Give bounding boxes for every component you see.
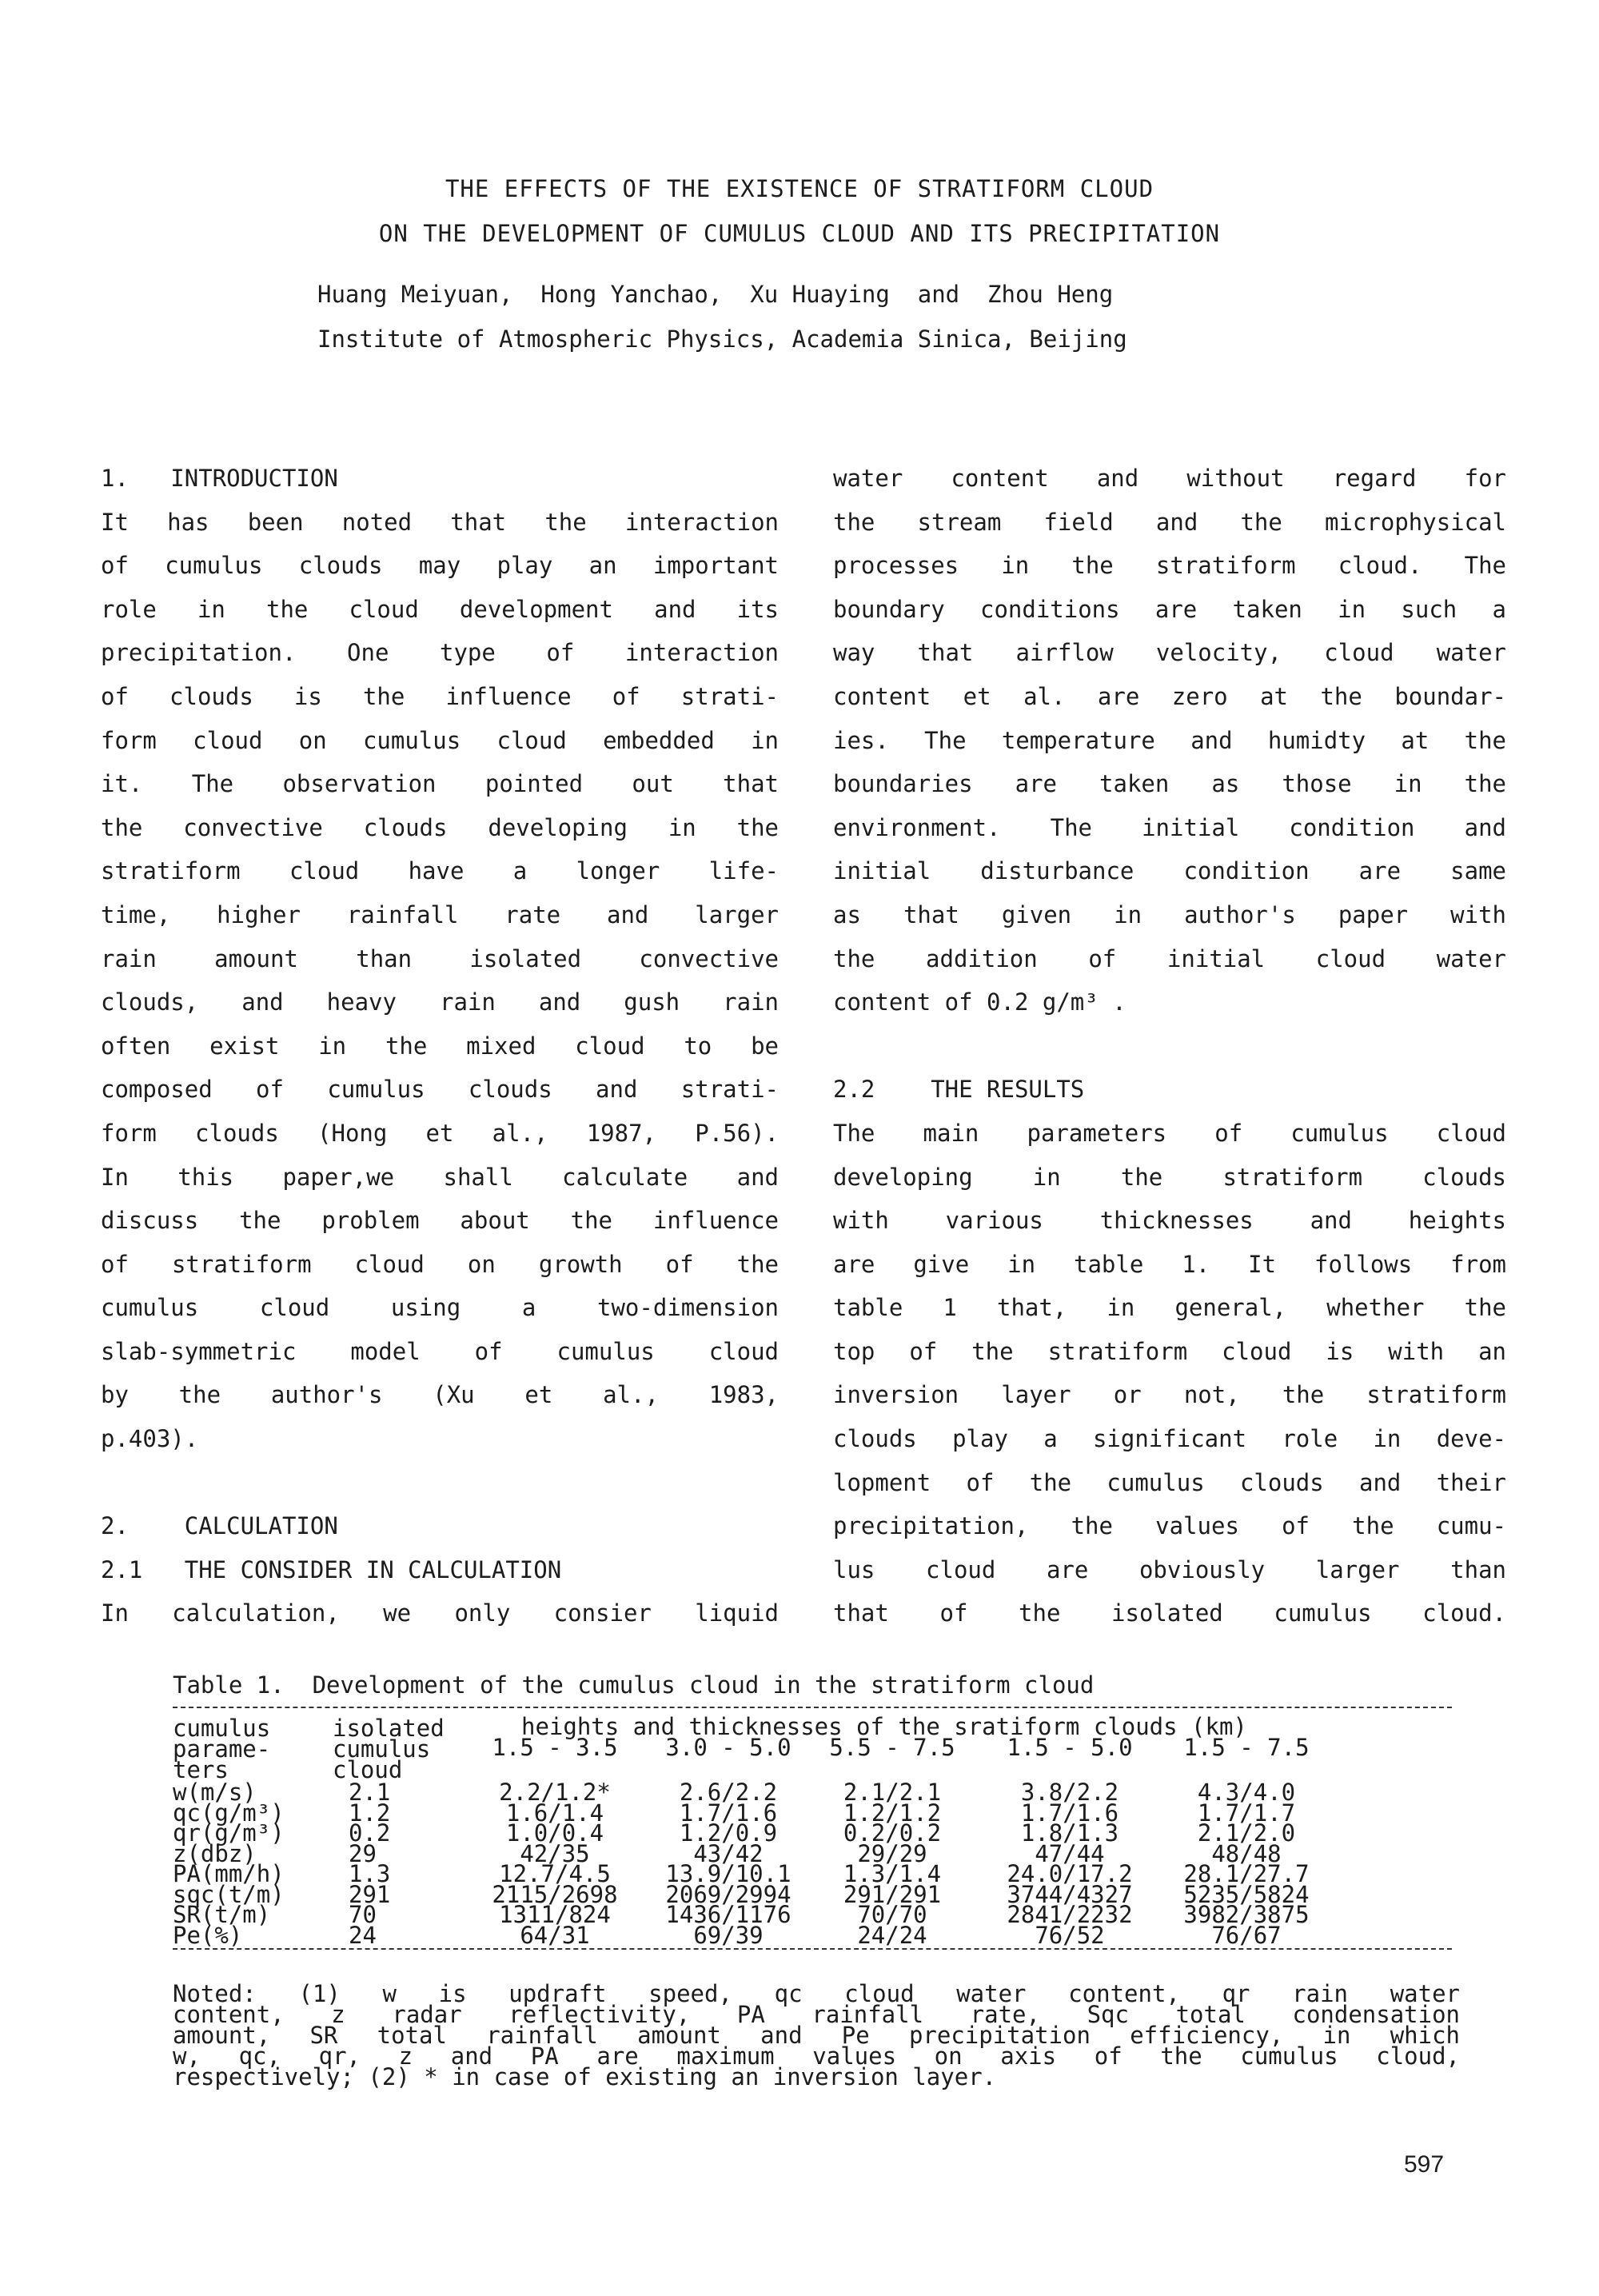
text-line: of stratiform cloud on growth of the — [101, 1250, 779, 1278]
table-cell: 0.2/0.2 — [843, 1819, 942, 1847]
text-line: by the author's (Xu et al., 1983, — [101, 1381, 779, 1409]
text-line: often exist in the mixed cloud to be — [101, 1032, 779, 1060]
text-line: lus cloud are obviously larger than — [833, 1555, 1506, 1583]
text-line: initial disturbance condition are same — [833, 857, 1506, 885]
column-header-parameter: cumulus — [173, 1715, 271, 1742]
table-cell: 2069/2994 — [665, 1880, 792, 1908]
calculation-paragraph-continued — [833, 457, 1506, 1024]
title-line-2: ON THE DEVELOPMENT OF CUMULUS CLOUD AND ITS PRECIPITATION — [378, 220, 1221, 247]
note-line: w, qc, qr, z and PA are maximum values on axis of the cumulus cloud, — [173, 2042, 1460, 2070]
table-cell-isolated: 1.2 — [349, 1799, 391, 1827]
text-line: top of the stratiform cloud is with an — [833, 1337, 1506, 1365]
text-line: the addition of initial cloud water — [833, 944, 1506, 972]
table-cell: 42/35 — [520, 1839, 590, 1867]
text-line: form clouds (Hong et al., 1987, P.56). — [101, 1119, 779, 1147]
table-cell: 64/31 — [520, 1921, 590, 1949]
text-line: as that given in author's paper with — [833, 900, 1506, 928]
section-heading-introduction: 1. INTRODUCTION — [101, 465, 338, 492]
table-row-param: Pe(%) — [173, 1921, 243, 1949]
text-line: content of 0.2 g/m³ . — [833, 988, 1126, 1016]
column-header-range: 1.5 - 3.5 — [492, 1734, 618, 1761]
table-cell: 4.3/4.0 — [1197, 1779, 1296, 1806]
table-cell: 1.7/1.6 — [1020, 1799, 1119, 1827]
table-cell-isolated: 24 — [349, 1921, 377, 1949]
text-line: boundary conditions are taken in such a — [833, 595, 1506, 623]
table-cell: 1.7/1.6 — [679, 1799, 778, 1827]
table-cell-isolated: 29 — [349, 1839, 377, 1867]
table-cell: 13.9/10.1 — [665, 1860, 792, 1887]
left-column — [101, 457, 779, 1635]
text-line: content et al. are zero at the boundar- — [833, 682, 1506, 710]
affiliation: Institute of Atmospheric Physics, Academia Sinica, Beijing — [317, 325, 1127, 353]
text-line: that of the isolated cumulus cloud. — [833, 1599, 1506, 1627]
text-line: environment. The initial condition and — [833, 813, 1506, 841]
text-line: it. The observation pointed out that — [101, 770, 779, 798]
note-line: respectively; (2) * in case of existing an inversion layer. — [173, 2063, 997, 2090]
table-row-param: z(dbz) — [173, 1839, 257, 1867]
table-cell: 24.0/17.2 — [1007, 1860, 1133, 1887]
table-row-param: sqc(t/m) — [173, 1880, 285, 1908]
right-column — [833, 457, 1506, 1635]
table-cell: 1.3/1.4 — [843, 1860, 942, 1887]
text-line: way that airflow velocity, cloud water — [833, 639, 1506, 667]
table-cell: 3982/3875 — [1183, 1901, 1310, 1928]
table-cell: 76/52 — [1035, 1921, 1105, 1949]
text-line: cumulus cloud using a two-dimension — [101, 1294, 779, 1322]
text-line: It has been noted that the interaction — [101, 508, 779, 536]
table-cell: 3.8/2.2 — [1020, 1779, 1119, 1806]
table-cell: 1436/1176 — [665, 1901, 792, 1928]
table-cell: 76/67 — [1211, 1921, 1282, 1949]
text-line: the stream field and the microphysical — [833, 508, 1506, 536]
text-line: stratiform cloud have a longer life- — [101, 857, 779, 885]
table-cell: 5235/5824 — [1183, 1880, 1310, 1908]
table-row-param: w(m/s) — [173, 1779, 257, 1806]
table-notes — [173, 1980, 1460, 2090]
text-line: precipitation. One type of interaction — [101, 639, 779, 667]
column-header-range: 1.5 - 7.5 — [1183, 1734, 1310, 1761]
table-top-rule — [173, 1707, 1452, 1708]
table-cell: 1.2/1.2 — [843, 1799, 942, 1827]
table-cell: 1.8/1.3 — [1020, 1819, 1119, 1847]
text-line: developing in the stratiform clouds — [833, 1163, 1506, 1191]
column-header-group: heights and thicknesses of the sratiform clouds (km) — [521, 1713, 1247, 1740]
table-cell: 43/42 — [693, 1839, 764, 1867]
table-cell: 2.2/1.2* — [499, 1779, 611, 1806]
table-cell: 28.1/27.7 — [1183, 1860, 1310, 1887]
table-cell-isolated: 70 — [349, 1901, 377, 1928]
table-cell: 69/39 — [693, 1921, 764, 1949]
section-heading-calculation: 2. CALCULATION — [101, 1512, 338, 1540]
text-line: are give in table 1. It follows from — [833, 1250, 1506, 1278]
text-line: ies. The temperature and humidty at the — [833, 726, 1506, 754]
introduction-paragraph — [101, 501, 779, 1461]
table-row-param: qr(g/m³) — [173, 1819, 285, 1847]
table-cell: 2115/2698 — [492, 1880, 618, 1908]
table-row-param: qc(g/m³) — [173, 1799, 285, 1827]
text-line: precipitation, the values of the cumu- — [833, 1512, 1506, 1540]
column-header-isolated: cloud — [333, 1756, 403, 1783]
text-line: inversion layer or not, the stratiform — [833, 1381, 1506, 1409]
text-line: p.403). — [101, 1425, 199, 1453]
note-line: content, z radar reflectivity, PA rainfall rate, Sqc total condensation — [173, 2001, 1460, 2028]
page-number: 597 — [1404, 2151, 1445, 2178]
text-line: with various thicknesses and heights — [833, 1207, 1506, 1235]
text-line: of cumulus clouds may play an important — [101, 552, 779, 580]
text-line: processes in the stratiform cloud. The — [833, 552, 1506, 580]
column-header-parameter: ters — [173, 1756, 229, 1783]
table-cell: 1.2/0.9 — [679, 1819, 778, 1847]
text-line: slab-symmetric model of cumulus cloud — [101, 1337, 779, 1365]
title-line-1: THE EFFECTS OF THE EXISTENCE OF STRATIFORM CLOUD — [445, 175, 1154, 202]
note-line: amount, SR total rainfall amount and Pe precipitation efficiency, in which — [173, 2022, 1460, 2049]
calculation-paragraph: In calculation, we only consier liquid — [101, 1599, 779, 1627]
column-header-isolated: isolated — [333, 1715, 445, 1742]
table-cell: 12.7/4.5 — [499, 1860, 611, 1887]
text-line: clouds, and heavy rain and gush rain — [101, 988, 779, 1016]
table-cell-isolated: 0.2 — [349, 1819, 391, 1847]
text-line: The main parameters of cumulus cloud — [833, 1119, 1506, 1147]
table-cell: 3744/4327 — [1007, 1880, 1133, 1908]
table-cell: 1.0/0.4 — [505, 1819, 604, 1847]
table-cell-isolated: 2.1 — [349, 1779, 391, 1806]
text-line: In this paper,we shall calculate and — [101, 1163, 779, 1191]
table-cell: 2841/2232 — [1007, 1901, 1133, 1928]
table-cell-isolated: 1.3 — [349, 1860, 391, 1887]
table-caption: Table 1. Development of the cumulus cloud in the stratiform cloud — [173, 1671, 1095, 1699]
table-cell: 24/24 — [857, 1921, 927, 1949]
table-cell: 47/44 — [1035, 1839, 1105, 1867]
table-cell: 291/291 — [843, 1880, 942, 1908]
table-bottom-rule — [173, 1948, 1452, 1950]
table-row-param: SR(t/m) — [173, 1901, 271, 1928]
text-line: rain amount than isolated convective — [101, 944, 779, 972]
subsection-heading-consider: 2.1 THE CONSIDER IN CALCULATION — [101, 1555, 562, 1583]
text-line: of clouds is the influence of strati- — [101, 682, 779, 710]
text-line: discuss the problem about the influence — [101, 1207, 779, 1235]
table-cell: 2.1/2.1 — [843, 1779, 942, 1806]
table-cell: 1.7/1.7 — [1197, 1799, 1296, 1827]
table-row-param: PA(mm/h) — [173, 1860, 285, 1887]
column-header-range: 1.5 - 5.0 — [1007, 1734, 1133, 1761]
results-paragraph — [833, 1112, 1506, 1635]
note-line: Noted: (1) w is updraft speed, qc cloud water content, qr rain water — [173, 1980, 1460, 2007]
table-cell: 1.6/1.4 — [505, 1799, 604, 1827]
column-header-range: 5.5 - 7.5 — [829, 1734, 955, 1761]
table-cell: 1311/824 — [499, 1901, 611, 1928]
text-line: table 1 that, in general, whether the — [833, 1294, 1506, 1322]
text-line: lopment of the cumulus clouds and their — [833, 1468, 1506, 1496]
table-cell: 2.6/2.2 — [679, 1779, 778, 1806]
authors: Huang Meiyuan, Hong Yanchao, Xu Huaying and Zhou Heng — [317, 281, 1114, 308]
text-line: composed of cumulus clouds and strati- — [101, 1076, 779, 1104]
text-line: the convective clouds developing in the — [101, 813, 779, 841]
table-cell-isolated: 291 — [349, 1880, 391, 1908]
text-line: clouds play a significant role in deve- — [833, 1425, 1506, 1453]
column-header-parameter: parame- — [173, 1735, 271, 1763]
text-line: time, higher rainfall rate and larger — [101, 900, 779, 928]
table-cell: 29/29 — [857, 1839, 927, 1867]
text-line: role in the cloud development and its — [101, 595, 779, 623]
subsection-heading-results: 2.2 THE RESULTS — [833, 1076, 1085, 1104]
table-cell: 2.1/2.0 — [1197, 1819, 1296, 1847]
text-line: form cloud on cumulus cloud embedded in — [101, 726, 779, 754]
table-cell: 70/70 — [857, 1901, 927, 1928]
text-line: water content and without regard for — [833, 465, 1506, 492]
paper-title — [0, 166, 1599, 256]
column-header-isolated: cumulus — [333, 1735, 431, 1763]
table-cell: 48/48 — [1211, 1839, 1282, 1867]
text-line: boundaries are taken as those in the — [833, 770, 1506, 798]
column-header-range: 3.0 - 5.0 — [665, 1734, 792, 1761]
